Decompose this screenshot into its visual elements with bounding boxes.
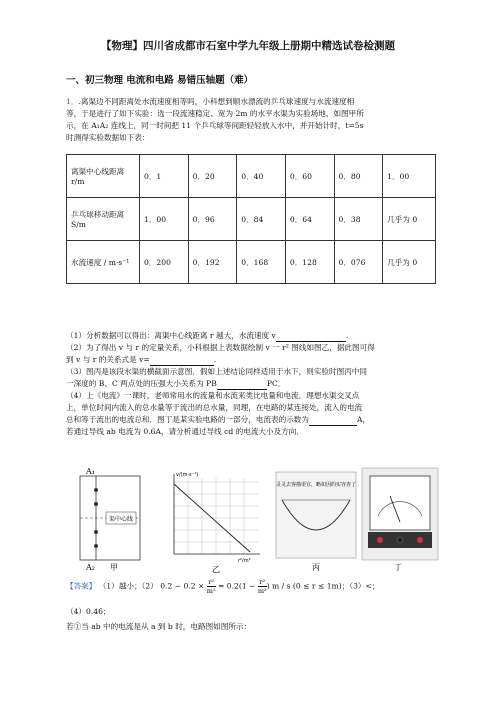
label-bing: 丙 — [312, 563, 320, 572]
answer-part-3: ；（3）<； — [341, 581, 380, 591]
table-row-header: 乒乓球移动距离 S/m — [67, 198, 140, 241]
channel-center-label: 渠中心线 — [108, 516, 134, 523]
label-jia: 甲 — [110, 563, 118, 572]
fraction-numerator: r² — [259, 578, 266, 586]
table-cell: 0．200 — [140, 241, 189, 284]
graph-v-axis-label: v/(m·s⁻¹) — [176, 472, 199, 478]
table-row — [67, 198, 436, 241]
table-cell: 0．1 — [140, 155, 189, 198]
answer-blank — [150, 357, 214, 366]
table-row-header: 水流速度 / m·s⁻¹ — [67, 241, 140, 284]
answer-part-1: （1）越小；（2） — [98, 581, 158, 591]
table-cell: 1．00 — [383, 155, 436, 198]
answer-blank — [217, 381, 267, 390]
answer-label: 【答案】 — [66, 581, 97, 591]
answer-formula-b: = 0.2 — [218, 581, 239, 591]
table-cell: 0．38 — [334, 198, 383, 241]
question-text-line: 等，于是进行了如下实验：选一段流速稳定、宽为 2m 的水平水渠为实验场地，如图甲所 — [66, 109, 364, 118]
question-text-line: 示，在 A₁A₂ 连线上，同一时间把 11 个乒乓球等间距轻轻放入水中，并开始计时，t=5s — [66, 121, 364, 130]
table-cell: 0．076 — [334, 241, 383, 284]
answer-line-2: （4）0.46； — [66, 607, 111, 616]
table-cell: 0．40 — [237, 155, 286, 198]
table-cell: 几乎为 0 — [383, 241, 436, 284]
question-number: 1． — [66, 97, 79, 106]
label-yi: 乙 — [212, 565, 220, 574]
figure-yi-graph — [160, 470, 270, 574]
question-paragraph — [66, 96, 436, 144]
table-cell: 0．192 — [188, 241, 237, 284]
answer-line-3: 若①当 ab 中的电流是从 a 到 b 时，电路图如图所示： — [66, 622, 252, 631]
sub-question-4: （4）上《电流》一课时，老师常用水的流量和水流来类比电量和电流．理想水渠交叉点 — [66, 391, 360, 400]
table-row-header: 离渠中心线距离 r/m — [67, 155, 140, 198]
question-text-line: 时测得实验数据如下表： — [66, 133, 150, 142]
sub-question-3-cont: 一深度的 B、C 两点处的压强大小关系为 PB — [66, 379, 217, 388]
page-title: 【物理】四川省成都市石室中学九年级上册期中精选试卷检测题 — [101, 40, 395, 52]
section-heading: 一、初三物理 电流和电路 易错压轴题（难） — [66, 75, 254, 86]
sub-question-4-end: 若通过导线 ab 电流为 0.6A，请分析通过导线 cd 的电流大小及方向． — [66, 427, 304, 436]
table-cell: 几乎为 0 — [383, 198, 436, 241]
sub-question-4-cont: 上，单位时间内流入的总水量等于流出的总水量，同理，在电路的某连接处，流入的电流 — [66, 403, 363, 412]
sub-question-1: （1）分析数据可以得出：离渠中心线距离 r 越大，水流速度 v — [66, 331, 276, 340]
sub-question-3: （3）图丙是该段水渠的横截面示意图．假如上述结论同样适用于水下，则实验时图丙中同 — [66, 367, 367, 376]
table-cell: 0．64 — [285, 198, 334, 241]
figure-jia-channel — [66, 466, 156, 574]
table-cell: 0．60 — [285, 155, 334, 198]
table-row — [67, 241, 436, 284]
answer-blank — [276, 333, 346, 342]
figure-ding-ammeter — [360, 466, 440, 574]
label-ding: 丁 — [394, 563, 402, 572]
table-cell: 0．80 — [334, 155, 383, 198]
table-row — [67, 155, 436, 198]
sub-question-4-cont: 总和等于流出的电流总和．图丁是某实验电路的一部分，电流表的示数为 — [66, 415, 309, 424]
figure-bing-cross-section — [274, 470, 358, 574]
graph-r-axis-label: r²/m² — [238, 558, 251, 564]
table-cell: 1．00 — [140, 198, 189, 241]
formula-fraction — [258, 578, 267, 595]
answer-formula-a: 0.2 − 0.2 × — [160, 581, 205, 591]
data-table — [66, 154, 436, 284]
answer-formula-c: m / s (0 ≤ r ≤ 1m) — [272, 581, 342, 591]
label-a1: A₁ — [86, 467, 95, 476]
fraction-numerator: r² — [208, 578, 215, 586]
table-cell: 0．96 — [188, 198, 237, 241]
question-text-line: .离渠边不同距离处水流速度相等吗，小科想到顺水漂流的乒乓球速度与水流速度相 — [78, 97, 355, 106]
sub-question-2-cont: 到 v 与 r 的关系式是 v= — [66, 355, 150, 364]
fraction-denominator: m² — [206, 587, 216, 595]
bing-caption: 灵灵去客描渠宜，略如因的实容查了 — [275, 482, 357, 488]
table-cell: 0．84 — [237, 198, 286, 241]
fraction-denominator: m² — [257, 587, 267, 595]
table-cell: 0．168 — [237, 241, 286, 284]
table-cell: 0．20 — [188, 155, 237, 198]
label-a2: A₂ — [86, 563, 95, 572]
formula-fraction — [207, 578, 216, 595]
unit-text: A， — [357, 415, 371, 424]
sub-questions: （1）分析数据可以得出：离渠中心线距离 r 越大，水流速度 v . （2）为了得出 v 与 r 的定量关系，小科根据上表数据绘制 v 一 r² 图线如图乙，据此图可得 到 v 与 r 的关系式是 v= . （3）图丙是该段水渠的横截面示意图．假如上述结论同样适用于水下，则实验时图丙中同 一深度的 B、C 两点处的压强大小关系为 PB PC． （4）上《电流》一课时，老师常用水的流量和水流来类比电量和电流．理想水渠交叉点 上，单位时间内流入的总水量等于流出的总水量，同理，在电路的某连接处，流入的电流 总和等于流出的电流总和．图丁是某实验电路的一部分，电流表的示数为 A， 若通过导线 ab 电流为 0.6A，请分析通过导线 cd 的电流大小及方向． — [66, 331, 375, 436]
sub-question-3-end: PC． — [266, 379, 286, 388]
table-cell: 0．128 — [285, 241, 334, 284]
sub-question-2: （2）为了得出 v 与 r 的定量关系，小科根据上表数据绘制 v 一 r² 图线如图乙，据此图可得 — [66, 343, 375, 352]
answer-blank — [309, 417, 357, 426]
answer-block: 【答案】 （1）越小；（2） 0.2 − 0.2 × $\frac{\text{r²}}{\text{m²}}$ = 0.2(1 − $\frac{\text{r²}}{\text{m²}}$ ) m / s (0 ≤ r ≤ 1m)；（3）<； （4）0.46； 若①当 ab 中的电流是从 a 到 b 时，电路图如图所示： — [66, 578, 380, 631]
